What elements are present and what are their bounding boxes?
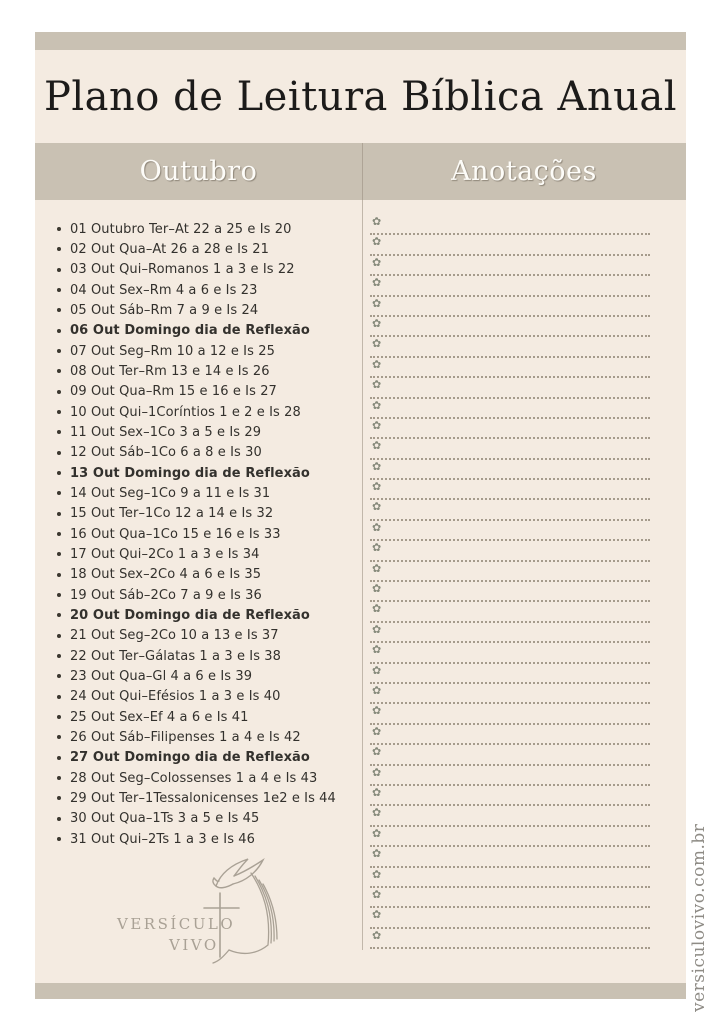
dove-icon [213, 859, 263, 888]
reading-item [57, 524, 362, 544]
reading-item [57, 565, 362, 585]
reading-item-text: 26 Out Sáb–Filipenses 1 a 4 e Is 42 [70, 729, 301, 745]
flower-icon: ✿ [372, 520, 382, 534]
reading-item [57, 239, 362, 259]
flower-icon: ✿ [372, 826, 382, 840]
flower-icon: ✿ [372, 785, 382, 799]
bullet-icon [57, 573, 61, 577]
flower-icon: ✿ [372, 806, 382, 820]
bullet-icon [57, 674, 61, 678]
bullet-icon [57, 288, 61, 292]
reading-item [57, 422, 362, 442]
reading-item-text: 19 Out Sáb–2Co 7 a 9 e Is 36 [70, 587, 262, 603]
reading-item [57, 829, 362, 849]
note-row [370, 868, 650, 888]
note-row [370, 908, 650, 928]
column-header-outubro: Outubro [139, 156, 258, 187]
bullet-icon [57, 552, 61, 556]
note-row [370, 256, 650, 276]
bullet-icon [57, 654, 61, 658]
note-row [370, 806, 650, 826]
reading-item-text: 31 Out Qui–2Ts 1 a 3 e Is 46 [70, 831, 256, 847]
note-row [370, 460, 650, 480]
reading-item [57, 463, 362, 483]
reading-item-text: 03 Out Qui–Romanos 1 a 3 e Is 22 [70, 262, 295, 278]
bullet-icon [57, 349, 61, 353]
reading-item [57, 321, 362, 341]
column-header-bar [35, 143, 686, 200]
note-row [370, 337, 650, 357]
reading-item-text: 29 Out Ter–1Tessalonicenses 1e2 e Is 44 [70, 790, 336, 806]
flower-icon: ✿ [372, 378, 382, 392]
reading-item-text: 14 Out Seg–1Co 9 a 11 e Is 31 [70, 485, 271, 501]
note-row [370, 643, 650, 663]
reading-item-text: 24 Out Qui–Efésios 1 a 3 e Is 40 [70, 689, 281, 705]
bullet-icon [57, 817, 61, 821]
reading-item-text: 15 Out Ter–1Co 12 a 14 e Is 32 [70, 506, 274, 522]
bullet-icon [57, 634, 61, 638]
flower-icon: ✿ [372, 745, 382, 759]
reading-item-text: 23 Out Qua–Gl 4 a 6 e Is 39 [70, 668, 253, 684]
note-row [370, 521, 650, 541]
title-area [35, 50, 686, 143]
note-row [370, 704, 650, 724]
bullet-icon [57, 593, 61, 597]
bullet-icon [57, 695, 61, 699]
flower-icon: ✿ [372, 887, 382, 901]
note-row [370, 766, 650, 786]
reading-item-text: 22 Out Ter–Gálatas 1 a 3 e Is 38 [70, 648, 282, 664]
reading-item-text: 21 Out Seg–2Co 10 a 13 e Is 37 [70, 628, 279, 644]
flower-icon: ✿ [372, 398, 382, 412]
reading-item-text: 02 Out Qua–At 26 a 28 e Is 21 [70, 241, 269, 257]
flower-icon: ✿ [372, 622, 382, 636]
reading-item [57, 605, 362, 625]
note-row [370, 419, 650, 439]
note-row [370, 623, 650, 643]
reading-item-text: 12 Out Sáb–1Co 6 a 8 e Is 30 [70, 445, 262, 461]
reading-item [57, 504, 362, 524]
reading-item [57, 788, 362, 808]
flower-icon: ✿ [372, 235, 382, 249]
flower-icon: ✿ [372, 663, 382, 677]
flower-icon: ✿ [372, 541, 382, 555]
reading-item [57, 809, 362, 829]
bullet-icon [57, 715, 61, 719]
flower-icon: ✿ [372, 439, 382, 453]
reading-item [57, 544, 362, 564]
note-row [370, 929, 650, 949]
note-row [370, 500, 650, 520]
note-row [370, 745, 650, 765]
reading-item-text: 28 Out Seg–Colossenses 1 a 4 e Is 43 [70, 770, 318, 786]
note-row [370, 439, 650, 459]
reading-item [57, 646, 362, 666]
note-row [370, 215, 650, 235]
bullet-icon [57, 430, 61, 434]
reading-item [57, 727, 362, 747]
reading-item-text: 06 Out Domingo dia de Reflexão [70, 323, 310, 339]
bullet-icon [57, 268, 61, 272]
reading-item-text: 30 Out Qua–1Ts 3 a 5 e Is 45 [70, 811, 260, 827]
reading-item-text: 04 Out Sex–Rm 4 a 6 e Is 23 [70, 282, 258, 298]
website-url-vertical: versiculovivo.com.br [689, 823, 709, 1013]
reading-item-text: 13 Out Domingo dia de Reflexão [70, 465, 310, 481]
reading-item [57, 768, 362, 788]
flower-icon: ✿ [372, 602, 382, 616]
bullet-icon [57, 532, 61, 536]
logo-line2: VIVO [169, 936, 219, 954]
bullet-icon [57, 837, 61, 841]
note-row [370, 378, 650, 398]
note-row [370, 317, 650, 337]
bottom-accent-bar [35, 983, 686, 999]
flower-icon: ✿ [372, 724, 382, 738]
reading-item [57, 219, 362, 239]
reading-item [57, 300, 362, 320]
column-header-anotacoes: Anotações [451, 156, 597, 187]
reading-item [57, 361, 362, 381]
note-row [370, 562, 650, 582]
reading-item-text: 11 Out Sex–1Co 3 a 5 e Is 29 [70, 424, 262, 440]
bullet-icon [57, 369, 61, 373]
flower-icon: ✿ [372, 215, 382, 228]
note-row [370, 399, 650, 419]
flower-icon: ✿ [372, 276, 382, 290]
reading-item [57, 483, 362, 503]
reading-item [57, 280, 362, 300]
flower-icon: ✿ [372, 683, 382, 697]
note-row [370, 541, 650, 561]
bullet-icon [57, 756, 61, 760]
flower-icon: ✿ [372, 928, 382, 942]
flower-icon: ✿ [372, 561, 382, 575]
reading-item-text: 10 Out Qui–1Coríntios 1 e 2 e Is 28 [70, 404, 301, 420]
logo-line1: VERSÍCULO [117, 915, 236, 933]
reading-item-text: 16 Out Qua–1Co 15 e 16 e Is 33 [70, 526, 281, 542]
note-row [370, 297, 650, 317]
flower-icon: ✿ [372, 908, 382, 922]
bullet-icon [57, 390, 61, 394]
note-row [370, 602, 650, 622]
notes-lines [362, 200, 686, 949]
bullet-icon [57, 512, 61, 516]
reading-item [57, 443, 362, 463]
reading-item-text: 20 Out Domingo dia de Reflexão [70, 607, 310, 623]
reading-item [57, 585, 362, 605]
reading-item [57, 707, 362, 727]
note-row [370, 684, 650, 704]
reading-list [35, 200, 362, 849]
reading-item-text: 05 Out Sáb–Rm 7 a 9 e Is 24 [70, 302, 259, 318]
note-row [370, 888, 650, 908]
versiculo-vivo-logo [105, 852, 315, 984]
note-row [370, 276, 650, 296]
reading-item-text: 09 Out Qua–Rm 15 e 16 e Is 27 [70, 384, 277, 400]
reading-item-text: 25 Out Sex–Ef 4 a 6 e Is 41 [70, 709, 249, 725]
bullet-icon [57, 491, 61, 495]
top-accent-bar [35, 32, 686, 50]
flower-icon: ✿ [372, 847, 382, 861]
flower-icon: ✿ [372, 500, 382, 514]
reading-item-text: 07 Out Seg–Rm 10 a 12 e Is 25 [70, 343, 275, 359]
bullet-icon [57, 451, 61, 455]
note-row [370, 847, 650, 867]
flower-icon: ✿ [372, 459, 382, 473]
flower-icon: ✿ [372, 316, 382, 330]
reading-item-text: 08 Out Ter–Rm 13 e 14 e Is 26 [70, 363, 270, 379]
flower-icon: ✿ [372, 765, 382, 779]
reading-item [57, 687, 362, 707]
bullet-icon [57, 247, 61, 251]
reading-item-text: 27 Out Domingo dia de Reflexão [70, 750, 310, 766]
flower-icon: ✿ [372, 704, 382, 718]
flower-icon: ✿ [372, 296, 382, 310]
flower-icon: ✿ [372, 480, 382, 494]
flower-icon: ✿ [372, 582, 382, 596]
bullet-icon [57, 613, 61, 617]
reading-item [57, 260, 362, 280]
page-title: Plano de Leitura Bíblica Anual [43, 73, 678, 120]
reading-item-text: 01 Outubro Ter–At 22 a 25 e Is 20 [70, 221, 292, 237]
bullet-icon [57, 796, 61, 800]
note-row [370, 235, 650, 255]
note-row [370, 786, 650, 806]
flower-icon: ✿ [372, 357, 382, 371]
flower-icon: ✿ [372, 643, 382, 657]
reading-item [57, 402, 362, 422]
bullet-icon [57, 776, 61, 780]
plan-card [35, 32, 686, 999]
reading-item [57, 382, 362, 402]
bullet-icon [57, 410, 61, 414]
reading-item [57, 341, 362, 361]
note-row [370, 582, 650, 602]
reading-item-text: 17 Out Qui–2Co 1 a 3 e Is 34 [70, 546, 260, 562]
note-row [370, 827, 650, 847]
bullet-icon [57, 308, 61, 312]
flower-icon: ✿ [372, 418, 382, 432]
note-row [370, 480, 650, 500]
note-row [370, 358, 650, 378]
reading-item [57, 626, 362, 646]
reading-item-text: 18 Out Sex–2Co 4 a 6 e Is 35 [70, 567, 262, 583]
flower-icon: ✿ [372, 255, 382, 269]
reading-item [57, 748, 362, 768]
logo-text [116, 915, 235, 954]
note-row [370, 664, 650, 684]
flower-icon: ✿ [372, 337, 382, 351]
bullet-icon [57, 471, 61, 475]
bullet-icon [57, 227, 61, 231]
bullet-icon [57, 329, 61, 333]
reading-item [57, 666, 362, 686]
flower-icon: ✿ [372, 867, 382, 881]
note-row [370, 725, 650, 745]
bullet-icon [57, 735, 61, 739]
